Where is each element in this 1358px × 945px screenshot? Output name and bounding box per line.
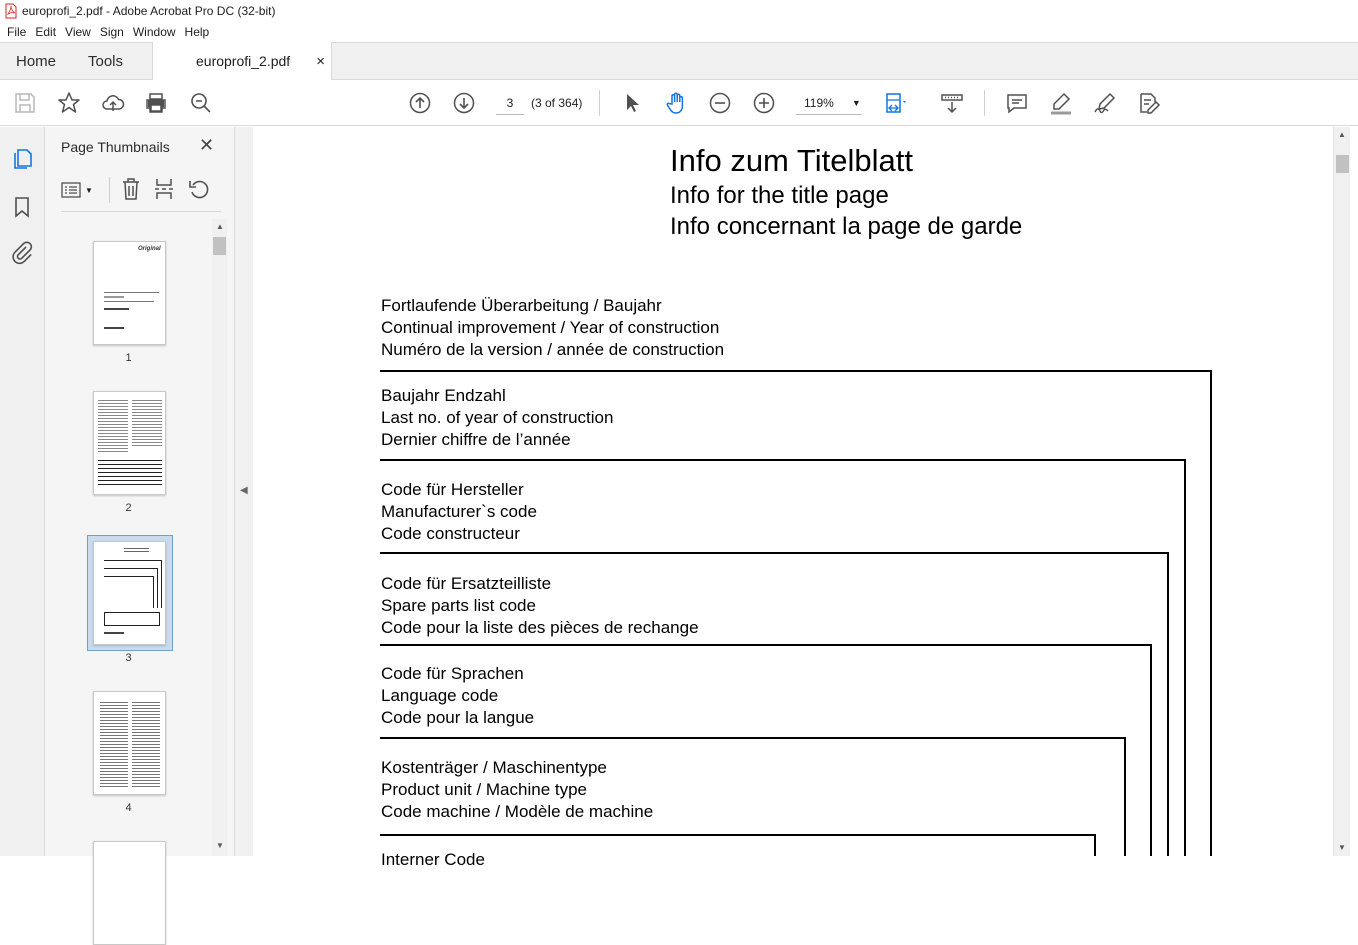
info-block-machine-type [381,757,653,823]
bookmark-icon[interactable] [10,195,34,219]
scroll-up-icon[interactable]: ▲ [1338,130,1346,139]
main-toolbar [0,80,1358,126]
page-count: (3 of 364) [531,96,583,110]
block-line-de: Kostenträger / Maschinentype [381,758,607,777]
block-line-de: Fortlaufende Überarbeitung / Baujahr [381,296,662,315]
page-up-icon[interactable] [408,91,432,115]
tab-document-label: europrofi_2.pdf [196,53,291,69]
scrollbar-thumb[interactable] [213,237,226,255]
acrobat-pdf-icon [5,4,17,18]
scroll-down-icon[interactable]: ▼ [1338,843,1346,852]
chevron-down-icon: ▼ [85,185,93,195]
block-line-fr: Code machine / Modèle de machine [381,802,654,821]
thumb-text-column [100,700,128,788]
zoom-value: 119% [804,95,834,110]
bracket-line [1184,459,1186,856]
thumb-text-column [132,398,162,448]
page-subtitle-fr: Info concernant la page de garde [670,213,1023,240]
thumb-box [104,612,160,626]
page-thumbnail-5[interactable] [93,841,166,945]
tab-tools[interactable]: Tools [88,53,124,70]
trash-icon[interactable] [120,177,142,206]
bracket-line [380,834,1096,836]
page-down-icon[interactable] [452,91,476,115]
highlight-icon[interactable] [1049,91,1073,115]
thumb-line [104,327,124,329]
block-line-de: Interner Code [381,850,485,869]
panel-title: Page Thumbnails [61,139,170,155]
bracket-line [380,370,1212,372]
window-title: europrofi_2.pdf - Adobe Acrobat Pro DC (32-bit) [22,4,276,18]
toolbar-separator [984,90,985,116]
thumbnail-label-2: 2 [125,502,132,514]
block-line-fr: Numéro de la version / année de construction [381,340,725,359]
zoom-select[interactable] [796,91,862,115]
fit-page-icon[interactable] [884,91,908,115]
comment-icon[interactable] [1005,91,1029,115]
thumb-line [104,296,124,298]
document-view [253,127,1333,869]
thumb-table [98,457,162,487]
menu-sign[interactable]: Sign [99,25,124,39]
bracket-line [1210,370,1212,856]
menu-view[interactable]: View [65,25,91,39]
info-block-revision [381,295,724,361]
search-zoom-icon[interactable] [189,91,213,115]
info-block-internal-code [381,849,485,871]
thumb-line [104,292,159,293]
block-line-de: Code für Ersatzteilliste [381,574,552,593]
info-block-language [381,663,534,729]
tab-home[interactable]: Home [16,53,57,70]
block-line-en: Product unit / Machine type [381,780,588,799]
tab-bar [0,42,1358,80]
info-block-manufacturer [381,479,537,545]
thumbnail-logo-text: Original [138,246,161,252]
thumb-text-column [132,700,160,788]
page-thumbnail-2[interactable] [93,391,166,495]
block-line-de: Code für Sprachen [381,664,524,683]
select-cursor-icon[interactable] [620,91,644,115]
tab-close-icon[interactable]: × [316,52,325,70]
collapse-panel-icon[interactable]: ◀ [240,485,248,496]
block-line-fr: Code pour la langue [381,708,535,727]
scrollbar-thumb[interactable] [1336,155,1349,173]
page-title: Info zum Titelblatt [670,143,913,178]
block-line-en: Language code [381,686,499,705]
block-line-en: Manufacturer`s code [381,502,537,521]
info-block-spare-parts [381,573,699,639]
block-line-en: Last no. of year of construction [381,408,614,427]
panel-divider [61,211,221,212]
document-scrollbar[interactable] [1333,127,1350,856]
bracket-line [1167,552,1169,856]
star-icon[interactable] [57,91,81,115]
bracket-line [1150,644,1152,856]
menu-file[interactable]: File [7,25,27,39]
thumb-line [104,308,129,310]
list-options-icon [61,182,81,198]
tab-document[interactable] [152,42,332,80]
page-number-input[interactable]: 3 [496,91,524,115]
menu-edit[interactable]: Edit [35,25,57,39]
extract-pages-icon[interactable] [153,177,175,206]
menu-help[interactable]: Help [184,25,210,39]
thumb-text-column [98,398,128,453]
page-subtitle-en: Info for the title page [670,182,889,209]
page-thumbnail-4[interactable] [93,691,166,795]
sign-icon[interactable] [1093,91,1117,115]
panel-separator [109,177,110,203]
zoom-out-icon[interactable] [708,91,732,115]
page-thumbnails-icon[interactable] [10,147,34,171]
bracket-line [380,459,1186,461]
zoom-in-icon[interactable] [752,91,776,115]
thumbnail-scrollbar[interactable] [212,219,227,856]
scroll-up-icon[interactable]: ▲ [216,222,224,231]
scroll-down-icon[interactable]: ▼ [216,841,224,850]
thumb-title [124,546,149,554]
thumbnail-options-button[interactable] [61,179,96,201]
block-line-de: Baujahr Endzahl [381,386,506,405]
print-icon[interactable] [144,91,168,115]
block-line-en: Continual improvement / Year of construction [381,318,720,337]
edit-pdf-icon[interactable] [1137,91,1161,115]
block-line-fr: Dernier chiffre de l’année [381,430,571,449]
bracket-line [380,552,1169,554]
thumbnail-label-4: 4 [125,802,132,814]
block-line-en: Spare parts list code [381,596,536,615]
bracket-line [380,737,1126,739]
save-icon[interactable] [13,91,37,115]
scroll-mode-icon[interactable] [940,91,964,115]
thumbnail-label-3: 3 [125,652,132,664]
thumb-line [104,301,154,302]
menu-window[interactable]: Window [132,25,176,39]
block-line-de: Code für Hersteller [381,480,524,499]
page-thumbnail-3[interactable] [93,541,166,645]
rotate-icon[interactable] [187,177,211,206]
chevron-down-icon: ▼ [851,97,861,108]
menu-bar [0,22,1358,42]
page-thumbnail-1[interactable] [93,241,166,345]
title-bar [0,0,1358,22]
info-block-year-digit [381,385,613,451]
close-icon[interactable]: ✕ [199,135,215,155]
toolbar-separator [599,90,600,116]
attachment-icon[interactable] [10,240,34,264]
left-navigation-rail [0,127,45,856]
panel-splitter[interactable] [235,127,253,856]
page-thumbnails-panel [45,127,235,856]
block-line-fr: Code constructeur [381,524,520,543]
thumb-box [104,576,154,608]
upload-icon[interactable] [101,91,125,115]
bracket-line [1124,737,1126,856]
thumbnail-list [45,219,212,856]
thumb-line [104,632,124,634]
bracket-line [1094,834,1096,856]
thumbnail-label-1: 1 [125,352,132,364]
block-line-fr: Code pour la liste des pièces de rechange [381,618,699,637]
hand-icon[interactable] [664,91,688,115]
bracket-line [380,644,1152,646]
